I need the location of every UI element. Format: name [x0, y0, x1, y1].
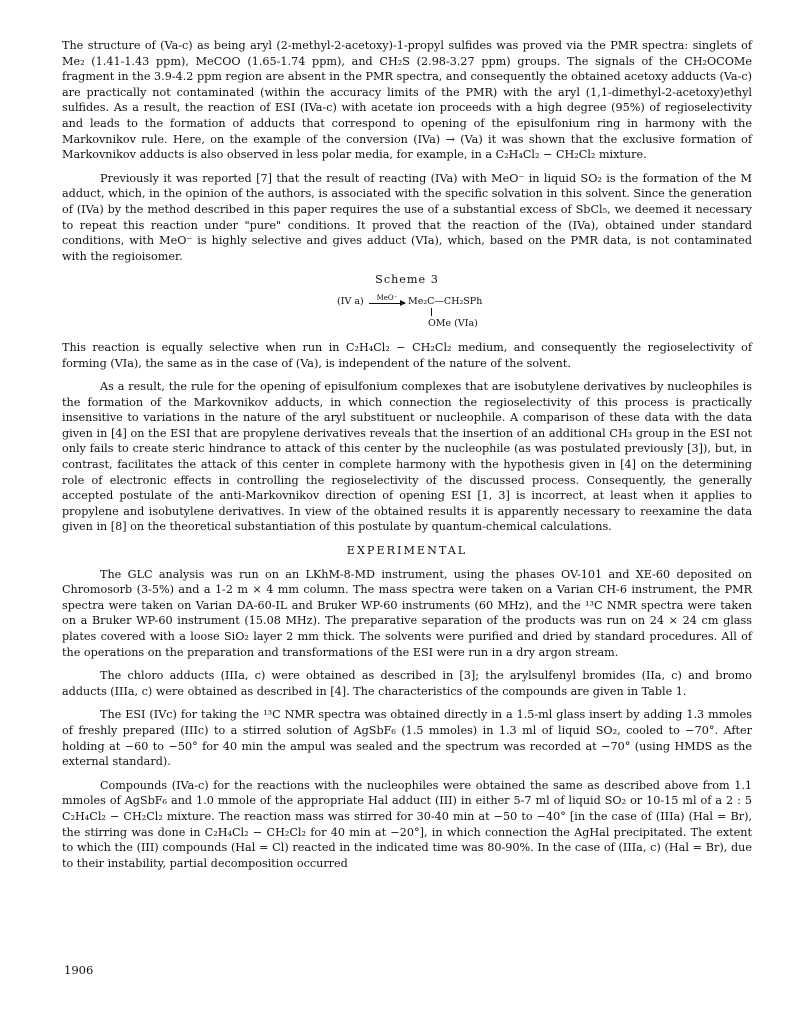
reaction-arrow-icon	[369, 294, 405, 304]
paragraph-conclusion: As a result, the rule for the opening of episulfonium complexes that are isobutylene derivatives by nucleophiles is the formation of the Markovnikov adducts, in which connection the regioselectivity of this process is practically insensitive to variations in the nature of the aryl substituent or nucleophile. A comparison of these data with the data given in [4] on the ESI that are propylene derivatives reveals that the insertion of an additional CH₃ group in the ESI not only fails to create steric hindrance to attack of this center by the nucleophile (as was postulated previously [3]), but, in contrast, facilitates the attack of this center in complete harmony with the hypothesis given in [4] on the determining role of electronic effects in controlling the regioselectivity of the discussed process. Consequently, the generally accepted postulate of the anti-Markovnikov direction of opening ESI [1, 3] is incorrect, at least when it applies to propylene and isobutylene derivatives. In view of the obtained results it is apparently necessary to reexamine the data given in [8] on the theoretical substantiation of this postulate by quantum-chemical calculations.	[62, 380, 752, 534]
article-body	[62, 38, 752, 879]
paragraph-structure-proof: The structure of (Va-c) as being aryl (2-methyl-2-acetoxy)-1-propyl sulfides was proved via the PMR spectra: singlets of Me₂ (1.41-1.43 ppm), MeCOO (1.65-1.74 ppm), and CH₂S (2.98-3.27 ppm) groups. The signals of the CH₂OCOMe fragment in the 3.9-4.2 ppm region are absent in the PMR spectra, and consequently the obtained acetoxy adducts (Va-c) are practically not contaminated (within the accuracy limits of the PMR) with the aryl (1,1-dimethyl-2-acetoxy)ethyl sulfides. As a result, the reaction of ESI (IVa-c) with acetate ion proceeds with a high degree (95%) of regioselectivity and leads to the formation of adducts that correspond to opening of the episulfonium ring in harmony with the Markovnikov rule. Here, on the example of the conversion (IVa) → (Va) it was shown that the exclusive formation of Markovnikov adducts is also observed in less polar media, for example, in a C₂H₄Cl₂ − CH₂Cl₂ mixture.	[62, 39, 752, 162]
paragraph-solvent-independence: This reaction is equally selective when run in C₂H₄Cl₂ − CH₂Cl₂ medium, and consequently the regioselectivity of forming (VIa), the same as in the case of (Va), is independent of the nature of the solvent.	[62, 340, 752, 370]
paragraph-esi-nmr: The ESI (IVc) for taking the ¹³C NMR spectra was obtained directly in a 1.5-ml glass insert by adding 1.3 mmoles of freshly prepared (IIIc) to a stirred solution of AgSbF₆ (1.5 mmoles) in 1.3 ml of liquid SO₂, cooled to −70°. After holding at −60 to −50° for 40 min the ampul was sealed and the spectrum was recorded at −70° (using HMDS as the external standard).	[62, 708, 752, 769]
paragraph-previous-report: Previously it was reported [7] that the result of reacting (IVa) with MeO⁻ in liquid SO₂ is the formation of the M adduct, which, in the opinion of the authors, is associated with the specific solvation in this solvent. Since the generation of (IVa) by the method described in this paper requires the use of a substantial excess of SbCl₅, we deemed it necessary to repeat this reaction under "pure" conditions. It proved that the reaction of the (IVa), obtained under standard conditions, with MeO⁻ is highly selective and gives adduct (VIa), which, based on the PMR data, is not contaminated with the regioisomer.	[62, 171, 752, 263]
scheme-reagent: MeO⁻	[376, 293, 398, 302]
paragraph-nucleophile-reactions: Compounds (IVa-c) for the reactions with the nucleophiles were obtained the same as described above from 1.1 mmoles of AgSbF₆ and 1.0 mmole of the appropriate Hal adduct (III) in either 5-7 ml of liquid SO₂ or 10-15 ml of a 2 : 5 C₂H₄Cl₂ − CH₂Cl₂ mixture. The reaction mass was stirred for 30-40 min at −50 to −40° [in the case of (IIIa) (Hal = Br), the stirring was done in C₂H₄Cl₂ − CH₂Cl₂ for 40 min at −20°], in which connection the AgHal precipitated. The extent to which the (III) compounds (Hal = Cl) reacted in the indicated time was 80-90%. In the case of (IIIa, c) (Hal = Br), due to their instability, partial decomposition occurred	[62, 778, 752, 870]
paragraph-adducts: The chloro adducts (IIIa, c) were obtained as described in [3]; the arylsulfenyl bromides (IIa, c) and bromo adducts (IIIa, c) were obtained as described in [4]. The characteristics of the compounds are given in Table 1.	[62, 669, 752, 698]
bond-line	[431, 308, 432, 316]
section-heading: EXPERIMENTAL	[346, 544, 468, 558]
scheme-substituent: OMe (VIa)	[428, 317, 478, 329]
page-number: 1906	[64, 963, 94, 977]
scheme-product: Me₂C—CH₂SPh	[408, 295, 483, 307]
paragraph-instruments: The GLC analysis was run on an LKhM-8-MD instrument, using the phases OV-101 and XE-60 deposited on Chromosorb (3-5%) and a 1-2 m × 4 mm column. The mass spectra were taken on a Varian CH-6 instrument, the PMR spectra were taken on Varian DA-60-IL and Bruker WP-60 instruments (60 MHz), and the ¹³C NMR spectra were taken on a Bruker WP-60 instrument (15.08 MHz). The preparative separation of the products was run on 24 × 24 cm glass plates covered with a loose SiO₂ layer 2 mm thick. The solvents were purified and dried by standard procedures. All of the operations on the preparation and transformations of the ESI were run in a dry argon stream.	[62, 567, 752, 659]
scheme-reactant: (IV a)	[337, 295, 364, 307]
reaction-scheme	[62, 290, 752, 334]
scheme-title: Scheme 3	[375, 273, 439, 287]
